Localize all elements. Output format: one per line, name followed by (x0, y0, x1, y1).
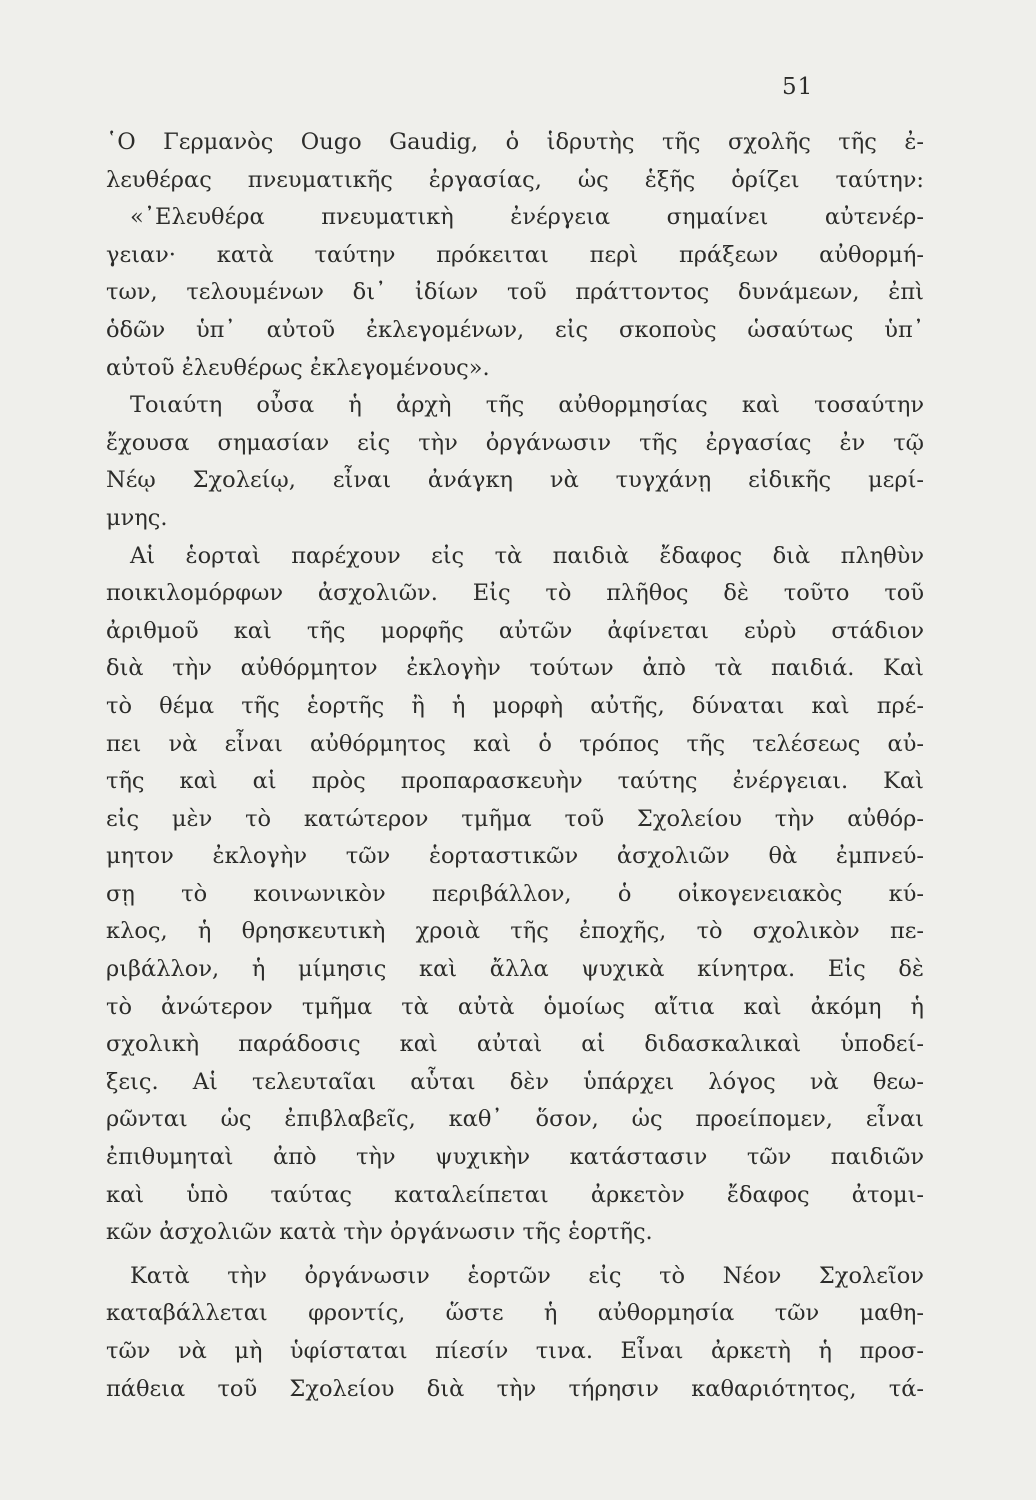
text-line: σῃ τὸ κοινωνικὸν περιβάλλον, ὁ οἰκογενειακὸς κύ- (106, 880, 924, 907)
text-line: εἰς μὲν τὸ κατώτερον τμῆμα τοῦ Σχολείου τὴν αὐθόρ- (106, 805, 924, 832)
text-line: ἐπιθυμηταὶ ἀπὸ τὴν ψυχικὴν κατάστασιν τῶν παιδιῶν (106, 1144, 924, 1171)
text-line: Αἱ ἑορταὶ παρέχουν εἰς τὰ παιδιὰ ἔδαφος διὰ πληθὺν (130, 542, 924, 569)
text-line: ἀριθμοῦ καὶ τῆς μορφῆς αὐτῶν ἀφίνεται εὐρὺ στάδιον (106, 617, 924, 644)
text-line: ρῶνται ὡς ἐπιβλαβεῖς, καθ᾿ ὅσον, ὡς προείπομεν, εἶναι (106, 1106, 924, 1133)
text-line: τὸ ἀνώτερον τμῆμα τὰ αὐτὰ ὁμοίως αἴτια καὶ ἀκόμη ἡ (106, 993, 924, 1020)
text-line: ὁδῶν ὑπ᾿ αὐτοῦ ἐκλεγομένων, εἰς σκοποὺς ὡσαύτως ὑπ᾿ (106, 316, 924, 343)
text-line: γειαν· κατὰ ταύτην πρόκειται περὶ πράξεων αὐθορμή- (106, 241, 924, 268)
text-line: ἔχουσα σημασίαν εἰς τὴν ὀργάνωσιν τῆς ἐργασίας ἐν τῷ (106, 429, 924, 456)
page-number: 51 (782, 74, 814, 100)
paragraph (106, 387, 924, 537)
text-line: καταβάλλεται φροντίς, ὥστε ἡ αὐθορμησία τῶν μαθη- (106, 1300, 924, 1327)
text-line: καὶ ὑπὸ ταύτας καταλείπεται ἀρκετὸν ἔδαφος ἀτομι- (106, 1181, 924, 1208)
text-line: μνης. (106, 504, 168, 531)
text-line: των, τελουμένων δι᾿ ἰδίων τοῦ πράττοντος δυνάμεων, ἐπὶ (106, 279, 924, 306)
text-line: κῶν ἀσχολιῶν κατὰ τὴν ὀργάνωσιν τῆς ἑορτῆς. (106, 1219, 653, 1246)
text-line: Κατὰ τὴν ὀργάνωσιν ἑορτῶν εἰς τὸ Νέον Σχολεῖον (130, 1262, 924, 1289)
text-line: Νέῳ Σχολείῳ, εἶναι ἀνάγκη νὰ τυγχάνῃ εἰδικῆς μερί- (106, 467, 924, 494)
text-line: τῆς καὶ αἱ πρὸς προπαρασκευὴν ταύτης ἐνέργειαι. Καὶ (106, 768, 924, 795)
text-line: κλος, ἡ θρησκευτικὴ χροιὰ τῆς ἐποχῆς, τὸ σχολικὸν πε- (106, 918, 924, 945)
text-line: τὸ θέμα τῆς ἑορτῆς ἢ ἡ μορφὴ αὐτῆς, δύναται καὶ πρέ- (106, 692, 924, 719)
text-line: ριβάλλον, ἡ μίμησις καὶ ἄλλα ψυχικὰ κίνητρα. Εἰς δὲ (106, 956, 924, 983)
text-line: ῾Ο Γερμανὸς Ougo Gaudig, ὁ ἱδρυτὴς τῆς σχολῆς τῆς ἐ- (106, 129, 924, 155)
paragraph (106, 124, 924, 387)
text-line: αὐτοῦ ἐλευθέρως ἐκλεγομένους». (106, 354, 490, 381)
text-line: τῶν νὰ μὴ ὑφίσταται πίεσίν τινα. Εἶναι ἀρκετὴ ἡ προσ- (106, 1338, 924, 1364)
text-line: «᾿Ελευθέρα πνευματικὴ ἐνέργεια σημαίνει αὐτενέρ- (130, 204, 924, 231)
text-line: ξεις. Αἱ τελευταῖαι αὗται δὲν ὑπάρχει λόγος νὰ θεω- (106, 1068, 924, 1095)
paragraph (106, 538, 924, 1252)
text-line: λευθέρας πνευματικῆς ἐργασίας, ὡς ἑξῆς ὁρίζει ταύτην: (106, 166, 924, 193)
paragraph (106, 1258, 924, 1408)
text-line: ποικιλομόρφων ἀσχολιῶν. Εἰς τὸ πλῆθος δὲ τοῦτο τοῦ (106, 580, 924, 607)
text-line: Τοιαύτη οὖσα ἡ ἀρχὴ τῆς αὐθορμησίας καὶ τοσαύτην (130, 392, 924, 419)
text-line: πάθεια τοῦ Σχολείου διὰ τὴν τήρησιν καθαριότητος, τά- (106, 1375, 924, 1402)
text-line: διὰ τὴν αὐθόρμητον ἐκλογὴν τούτων ἀπὸ τὰ παιδιά. Καὶ (106, 655, 924, 682)
text-line: μητον ἐκλογὴν τῶν ἑορταστικῶν ἀσχολιῶν θὰ ἐμπνεύ- (106, 843, 924, 870)
body-text (106, 124, 924, 1408)
text-line: πει νὰ εἶναι αὐθόρμητος καὶ ὁ τρόπος τῆς τελέσεως αὐ- (106, 730, 924, 757)
text-line: σχολικὴ παράδοσις καὶ αὐταὶ αἱ διδασκαλικαὶ ὑποδεί- (106, 1031, 924, 1058)
